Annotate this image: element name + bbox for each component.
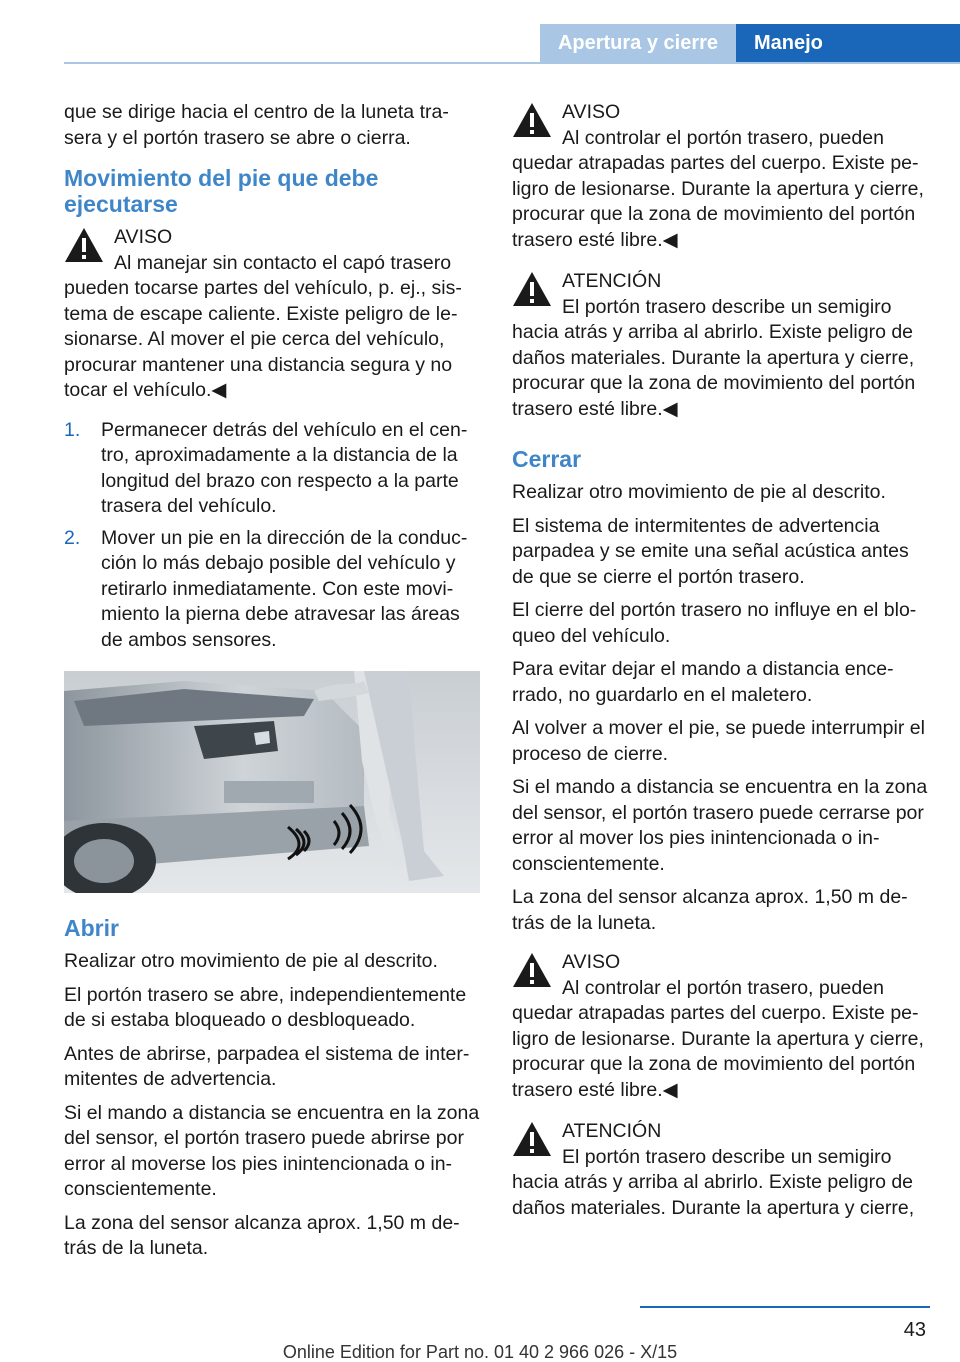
warning-label: AVISO <box>114 226 173 248</box>
warning-triangle-icon <box>512 102 552 138</box>
right-column <box>512 100 930 1229</box>
warning-box <box>512 100 930 253</box>
header-chapter-tab: Manejo <box>736 24 960 62</box>
left-column <box>64 100 482 1270</box>
paragraph: La zona del sensor alcanza aprox. 1,50 m de-trás de la luneta. <box>64 1211 460 1259</box>
step-text: Mover un pie en la dirección de la conduc-ción lo más debajo posible del vehículo y retirarlo inmediatamente. Con este movi-miento la pierna debe atravesar las áreas de ambos sensores. <box>101 526 468 651</box>
list-item <box>64 526 482 654</box>
car-rear-illustration <box>64 671 480 893</box>
paragraph: El sistema de intermitentes de advertencia parpadea y se emite una señal acústica antes de que se cierre el portón trasero. <box>512 514 909 588</box>
step-text: Permanecer detrás del vehículo en el cen-tro, aproximadamente a la distancia de la longitud del brazo con respecto a la parte trasera del vehículo. <box>101 418 468 517</box>
edition-note: Online Edition for Part no. 01 40 2 966 026 - X/15 <box>282 1342 678 1362</box>
caution-label: ATENCIÓN <box>562 270 662 292</box>
list-item <box>64 418 482 520</box>
steps-list <box>64 418 482 654</box>
page-number: 43 <box>903 1319 926 1341</box>
paragraph: Al volver a mover el pie, se puede interrumpir el proceso de cierre. <box>512 717 925 765</box>
caution-label: ATENCIÓN <box>562 1120 662 1142</box>
warning-text: Al manejar sin contacto el capó trasero pueden tocarse partes del vehículo, p. ej., sis-tema de escape caliente. Existe peligro de le-sionarse. Al mover el pie cerca del vehículo, procurar mantener una distancia segura y no tocar el vehículo.◀ <box>64 251 462 401</box>
warning-text: Al controlar el portón trasero, pueden quedar atrapadas partes del cuerpo. Existe pe-ligro de lesionarse. Durante la apertura y cierre, procurar que la zona de movimiento del portón trasero esté libre.◀ <box>512 976 924 1101</box>
warning-triangle-icon <box>512 952 552 988</box>
intro-paragraph: que se dirige hacia el centro de la luneta tra-sera y el portón trasero se abre o cierra. <box>64 101 449 149</box>
step-number: 1. <box>64 418 81 441</box>
paragraph: Para evitar dejar el mando a distancia ence-rrado, no guardarlo en el maletero. <box>512 658 894 706</box>
warning-text: Al controlar el portón trasero, pueden quedar atrapadas partes del cuerpo. Existe pe-ligro de lesionarse. Durante la apertura y cierre, procurar que la zona de movimiento del portón trasero esté libre.◀ <box>512 126 924 251</box>
caution-text: El portón trasero describe un semigiro hacia atrás y arriba al abrirlo. Existe peligro de daños materiales. Durante la apertura y cierre, <box>512 1145 915 1219</box>
warning-box <box>512 950 930 1103</box>
warning-box <box>64 225 482 404</box>
paragraph: Antes de abrirse, parpadea el sistema de inter-mitentes de advertencia. <box>64 1042 470 1090</box>
caution-box <box>512 269 930 422</box>
step-number: 2. <box>64 526 81 549</box>
paragraph: Si el mando a distancia se encuentra en la zona del sensor, el portón trasero puede abrirse por error al moverse los pies inintencionada o in-conscientemente. <box>64 1101 480 1200</box>
caution-text: El portón trasero describe un semigiro hacia atrás y arriba al abrirlo. Existe peligro de daños materiales. Durante la apertura y cierre, procurar que la zona de movimiento del portón trasero esté libre.◀ <box>512 295 916 420</box>
paragraph: La zona del sensor alcanza aprox. 1,50 m de-trás de la luneta. <box>512 886 908 934</box>
warning-label: AVISO <box>562 951 621 973</box>
paragraph: Realizar otro movimiento de pie al descrito. <box>512 481 886 503</box>
paragraph: El cierre del portón trasero no influye en el blo-queo del vehículo. <box>512 599 917 647</box>
header-rule <box>64 62 960 64</box>
footer-rule <box>640 1306 930 1308</box>
warning-triangle-icon <box>512 271 552 307</box>
heading-close: Cerrar <box>512 446 582 472</box>
illustration-foot-gesture <box>64 671 480 893</box>
warning-label: AVISO <box>562 101 621 123</box>
header-section-tab: Apertura y cierre <box>540 24 736 62</box>
warning-triangle-icon <box>64 227 104 263</box>
paragraph: Si el mando a distancia se encuentra en la zona del sensor, el portón trasero puede cerrarse por error al mover los pies inintencionada o in-conscientemente. <box>512 776 928 875</box>
paragraph: El portón trasero se abre, independientemente de si estaba bloqueado o desbloqueado. <box>64 983 467 1031</box>
paragraph: Realizar otro movimiento de pie al descrito. <box>64 950 438 972</box>
heading-open: Abrir <box>64 915 119 941</box>
warning-triangle-icon <box>512 1121 552 1157</box>
heading-movement: Movimiento del pie que debe ejecutarse <box>64 165 379 217</box>
caution-box <box>512 1119 930 1221</box>
